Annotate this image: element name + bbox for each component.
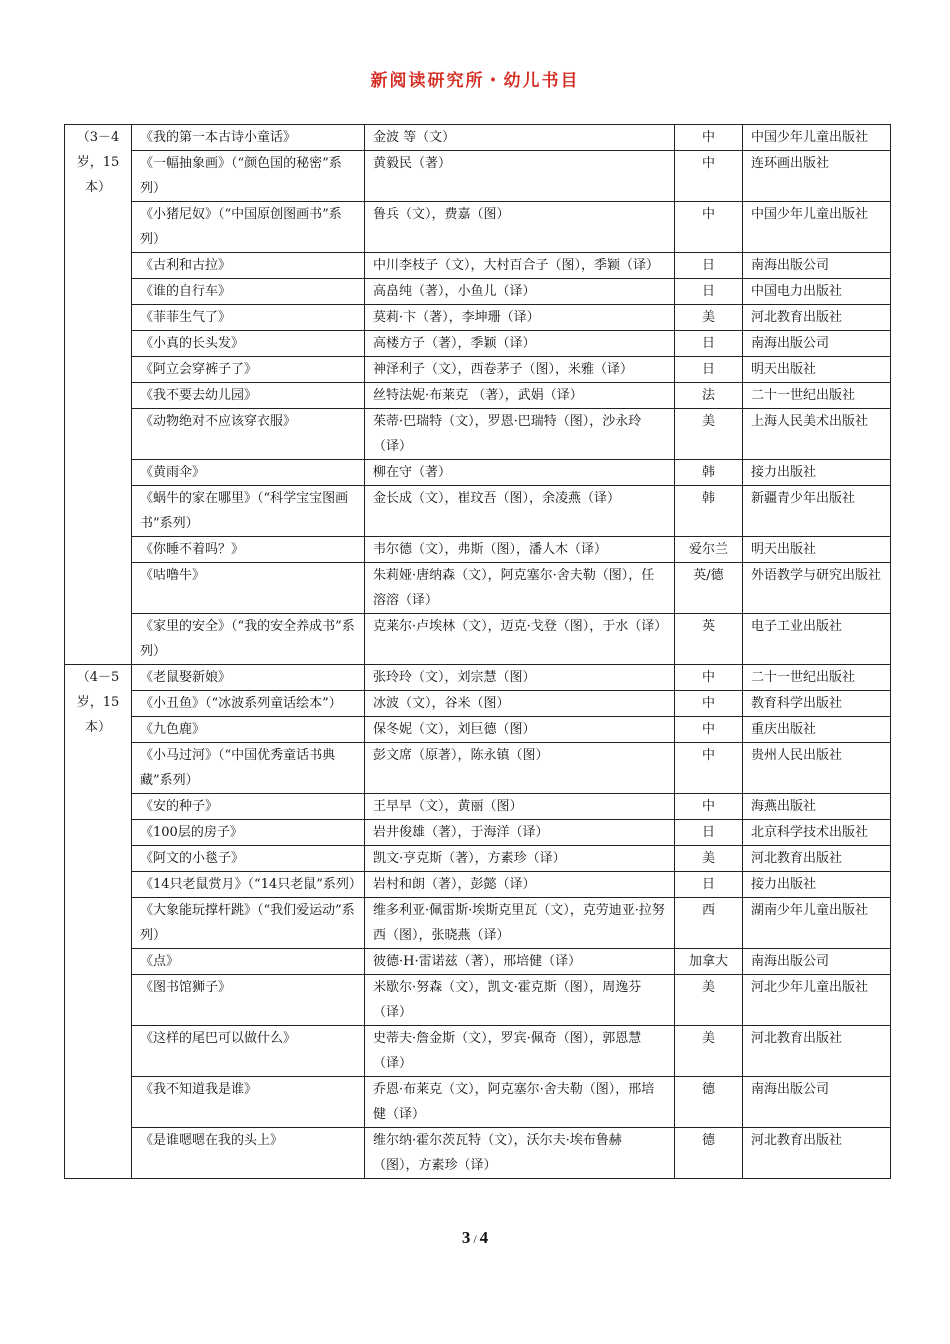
book-title: 《咕噜牛》 — [132, 563, 365, 614]
book-country: 德 — [675, 1128, 743, 1179]
book-publisher: 河北教育出版社 — [743, 846, 891, 872]
page-title: 新阅读研究所・幼儿书目 — [370, 71, 580, 91]
book-country: 日 — [675, 357, 743, 383]
book-country: 德 — [675, 1077, 743, 1128]
book-author: 丝特法妮·布莱克 （著），武娟（译） — [365, 383, 675, 409]
book-author: 高畠纯（著），小鱼儿（译） — [365, 279, 675, 305]
book-row — [65, 486, 891, 537]
book-title: 《阿文的小毯子》 — [132, 846, 365, 872]
book-author: 克莱尔·卢埃林（文），迈克·戈登（图），于水（译） — [365, 614, 675, 665]
book-country: 中 — [675, 743, 743, 794]
book-country: 韩 — [675, 460, 743, 486]
book-country: 美 — [675, 409, 743, 460]
book-country: 美 — [675, 1026, 743, 1077]
book-publisher: 中国少年儿童出版社 — [743, 125, 891, 151]
book-author: 金长成（文），崔玟吾（图），余凌燕（译） — [365, 486, 675, 537]
book-publisher: 河北教育出版社 — [743, 1128, 891, 1179]
book-row — [65, 331, 891, 357]
book-country: 韩 — [675, 486, 743, 537]
book-publisher: 河北教育出版社 — [743, 305, 891, 331]
page-current: 3 — [461, 1228, 471, 1247]
book-country: 日 — [675, 253, 743, 279]
book-country: 英 — [675, 614, 743, 665]
book-row — [65, 151, 891, 202]
book-country: 中 — [675, 794, 743, 820]
book-title: 《一幅抽象画》（“颜色国的秘密”系列） — [132, 151, 365, 202]
book-title: 《这样的尾巴可以做什么》 — [132, 1026, 365, 1077]
age-group-label: （4－5岁，15本） — [65, 665, 132, 1179]
book-publisher: 重庆出版社 — [743, 717, 891, 743]
book-title: 《我不要去幼儿园》 — [132, 383, 365, 409]
book-author: 高楼方子（著），季颖（译） — [365, 331, 675, 357]
book-title: 《动物绝对不应该穿衣服》 — [132, 409, 365, 460]
book-country: 英/德 — [675, 563, 743, 614]
book-country: 爱尔兰 — [675, 537, 743, 563]
book-country: 中 — [675, 717, 743, 743]
book-row — [65, 125, 891, 151]
book-publisher: 外语教学与研究出版社 — [743, 563, 891, 614]
book-author: 中川李枝子（文），大村百合子（图），季颖（译） — [365, 253, 675, 279]
book-author: 莫莉·卞（著），李坤珊（译） — [365, 305, 675, 331]
book-title: 《谁的自行车》 — [132, 279, 365, 305]
book-publisher: 南海出版公司 — [743, 253, 891, 279]
book-title: 《我的第一本古诗小童话》 — [132, 125, 365, 151]
book-country: 中 — [675, 125, 743, 151]
book-title: 《家里的安全》（“我的安全养成书”系列） — [132, 614, 365, 665]
book-publisher: 上海人民美术出版社 — [743, 409, 891, 460]
book-publisher: 接力出版社 — [743, 460, 891, 486]
book-row — [65, 820, 891, 846]
age-group-label: （3－4岁，15本） — [65, 125, 132, 665]
book-author: 张玲玲（文），刘宗慧（图） — [365, 665, 675, 691]
book-country: 美 — [675, 305, 743, 331]
book-author: 米歇尔·努森（文），凯文·霍克斯（图），周逸芬（译） — [365, 975, 675, 1026]
book-title: 《小丑鱼》（“冰波系列童话绘本”） — [132, 691, 365, 717]
book-publisher: 新疆青少年出版社 — [743, 486, 891, 537]
book-author: 岩村和朗（著），彭懿（译） — [365, 872, 675, 898]
book-row — [65, 872, 891, 898]
book-row — [65, 1128, 891, 1179]
book-author: 神泽利子（文），西卷茅子（图），米雅（译） — [365, 357, 675, 383]
book-author: 鲁兵（文），费嘉（图） — [365, 202, 675, 253]
book-publisher: 湖南少年儿童出版社 — [743, 898, 891, 949]
book-country: 中 — [675, 151, 743, 202]
book-title: 《是谁嗯嗯在我的头上》 — [132, 1128, 365, 1179]
book-row — [65, 614, 891, 665]
book-publisher: 教育科学出版社 — [743, 691, 891, 717]
book-author: 岩井俊雄（著），于海洋（译） — [365, 820, 675, 846]
book-author: 乔恩·布莱克（文），阿克塞尔·舍夫勒（图），邢培健（译） — [365, 1077, 675, 1128]
book-publisher: 中国电力出版社 — [743, 279, 891, 305]
book-author: 柳在守（著） — [365, 460, 675, 486]
book-publisher: 南海出版公司 — [743, 331, 891, 357]
book-title: 《我不知道我是谁》 — [132, 1077, 365, 1128]
book-title: 《点》 — [132, 949, 365, 975]
book-row — [65, 1026, 891, 1077]
book-country: 中 — [675, 691, 743, 717]
book-title: 《古利和古拉》 — [132, 253, 365, 279]
book-row — [65, 846, 891, 872]
book-country: 法 — [675, 383, 743, 409]
book-publisher: 连环画出版社 — [743, 151, 891, 202]
book-country: 日 — [675, 331, 743, 357]
book-country: 中 — [675, 202, 743, 253]
book-publisher: 贵州人民出版社 — [743, 743, 891, 794]
book-title: 《图书馆狮子》 — [132, 975, 365, 1026]
book-title: 《黄雨伞》 — [132, 460, 365, 486]
book-publisher: 明天出版社 — [743, 357, 891, 383]
book-country: 日 — [675, 820, 743, 846]
book-publisher: 南海出版公司 — [743, 1077, 891, 1128]
book-title: 《蜗牛的家在哪里》（“科学宝宝图画书”系列） — [132, 486, 365, 537]
book-title: 《小马过河》（“中国优秀童话书典藏”系列） — [132, 743, 365, 794]
book-country: 美 — [675, 846, 743, 872]
book-row — [65, 794, 891, 820]
book-title: 《你睡不着吗？》 — [132, 537, 365, 563]
page-number — [0, 1228, 950, 1248]
book-title: 《100层的房子》 — [132, 820, 365, 846]
book-publisher: 南海出版公司 — [743, 949, 891, 975]
page-total: 4 — [479, 1228, 489, 1247]
book-row — [65, 460, 891, 486]
book-country: 日 — [675, 279, 743, 305]
book-author: 保冬妮（文），刘巨德（图） — [365, 717, 675, 743]
book-title: 《菲菲生气了》 — [132, 305, 365, 331]
book-publisher: 明天出版社 — [743, 537, 891, 563]
book-author: 史蒂夫·詹金斯（文），罗宾·佩奇（图），郭恩慧（译） — [365, 1026, 675, 1077]
book-country: 中 — [675, 665, 743, 691]
page-separator: / — [470, 1232, 480, 1246]
book-row — [65, 305, 891, 331]
book-row — [65, 665, 891, 691]
book-row — [65, 717, 891, 743]
book-publisher: 二十一世纪出版社 — [743, 665, 891, 691]
book-title: 《老鼠娶新娘》 — [132, 665, 365, 691]
book-author: 彭文席（原著），陈永镇（图） — [365, 743, 675, 794]
book-author: 彼德·H·雷诺兹（著），邢培健（译） — [365, 949, 675, 975]
book-title: 《大象能玩撑杆跳》（“我们爱运动”系列） — [132, 898, 365, 949]
book-country: 美 — [675, 975, 743, 1026]
book-publisher: 接力出版社 — [743, 872, 891, 898]
book-publisher: 二十一世纪出版社 — [743, 383, 891, 409]
book-row — [65, 253, 891, 279]
book-country: 西 — [675, 898, 743, 949]
book-row — [65, 743, 891, 794]
book-title: 《小猪尼奴》（“中国原创图画书”系列） — [132, 202, 365, 253]
book-publisher: 电子工业出版社 — [743, 614, 891, 665]
book-row — [65, 1077, 891, 1128]
book-row — [65, 949, 891, 975]
book-row — [65, 563, 891, 614]
book-country: 日 — [675, 872, 743, 898]
book-row — [65, 383, 891, 409]
book-row — [65, 537, 891, 563]
book-row — [65, 409, 891, 460]
book-author: 王早早（文），黄丽（图） — [365, 794, 675, 820]
book-author: 凯文·亨克斯（著），方素珍（译） — [365, 846, 675, 872]
book-title: 《阿立会穿裤子了》 — [132, 357, 365, 383]
book-row — [65, 975, 891, 1026]
book-title: 《九色鹿》 — [132, 717, 365, 743]
book-author: 维多利亚·佩雷斯·埃斯克里瓦（文），克劳迪亚·拉努西（图），张晓燕（译） — [365, 898, 675, 949]
book-author: 朱莉娅·唐纳森（文），阿克塞尔·舍夫勒（图），任溶溶（译） — [365, 563, 675, 614]
book-title: 《安的种子》 — [132, 794, 365, 820]
book-row — [65, 357, 891, 383]
book-author: 黄毅民（著） — [365, 151, 675, 202]
book-publisher: 河北少年儿童出版社 — [743, 975, 891, 1026]
book-author: 金波 等（文） — [365, 125, 675, 151]
book-title: 《14只老鼠赏月》（“14只老鼠”系列） — [132, 872, 365, 898]
book-author: 冰波（文），谷米（图） — [365, 691, 675, 717]
book-list-table — [64, 124, 891, 1179]
book-publisher: 海燕出版社 — [743, 794, 891, 820]
book-row — [65, 202, 891, 253]
book-row — [65, 898, 891, 949]
book-row — [65, 279, 891, 305]
book-country: 加拿大 — [675, 949, 743, 975]
book-author: 维尔纳·霍尔茨瓦特（文），沃尔夫·埃布鲁赫（图），方素珍（译） — [365, 1128, 675, 1179]
book-publisher: 北京科学技术出版社 — [743, 820, 891, 846]
book-publisher: 中国少年儿童出版社 — [743, 202, 891, 253]
book-title: 《小真的长头发》 — [132, 331, 365, 357]
book-row — [65, 691, 891, 717]
book-author: 韦尔德（文），弗斯（图），潘人木（译） — [365, 537, 675, 563]
book-author: 茱蒂·巴瑞特（文），罗恩·巴瑞特（图），沙永玲（译） — [365, 409, 675, 460]
book-publisher: 河北教育出版社 — [743, 1026, 891, 1077]
